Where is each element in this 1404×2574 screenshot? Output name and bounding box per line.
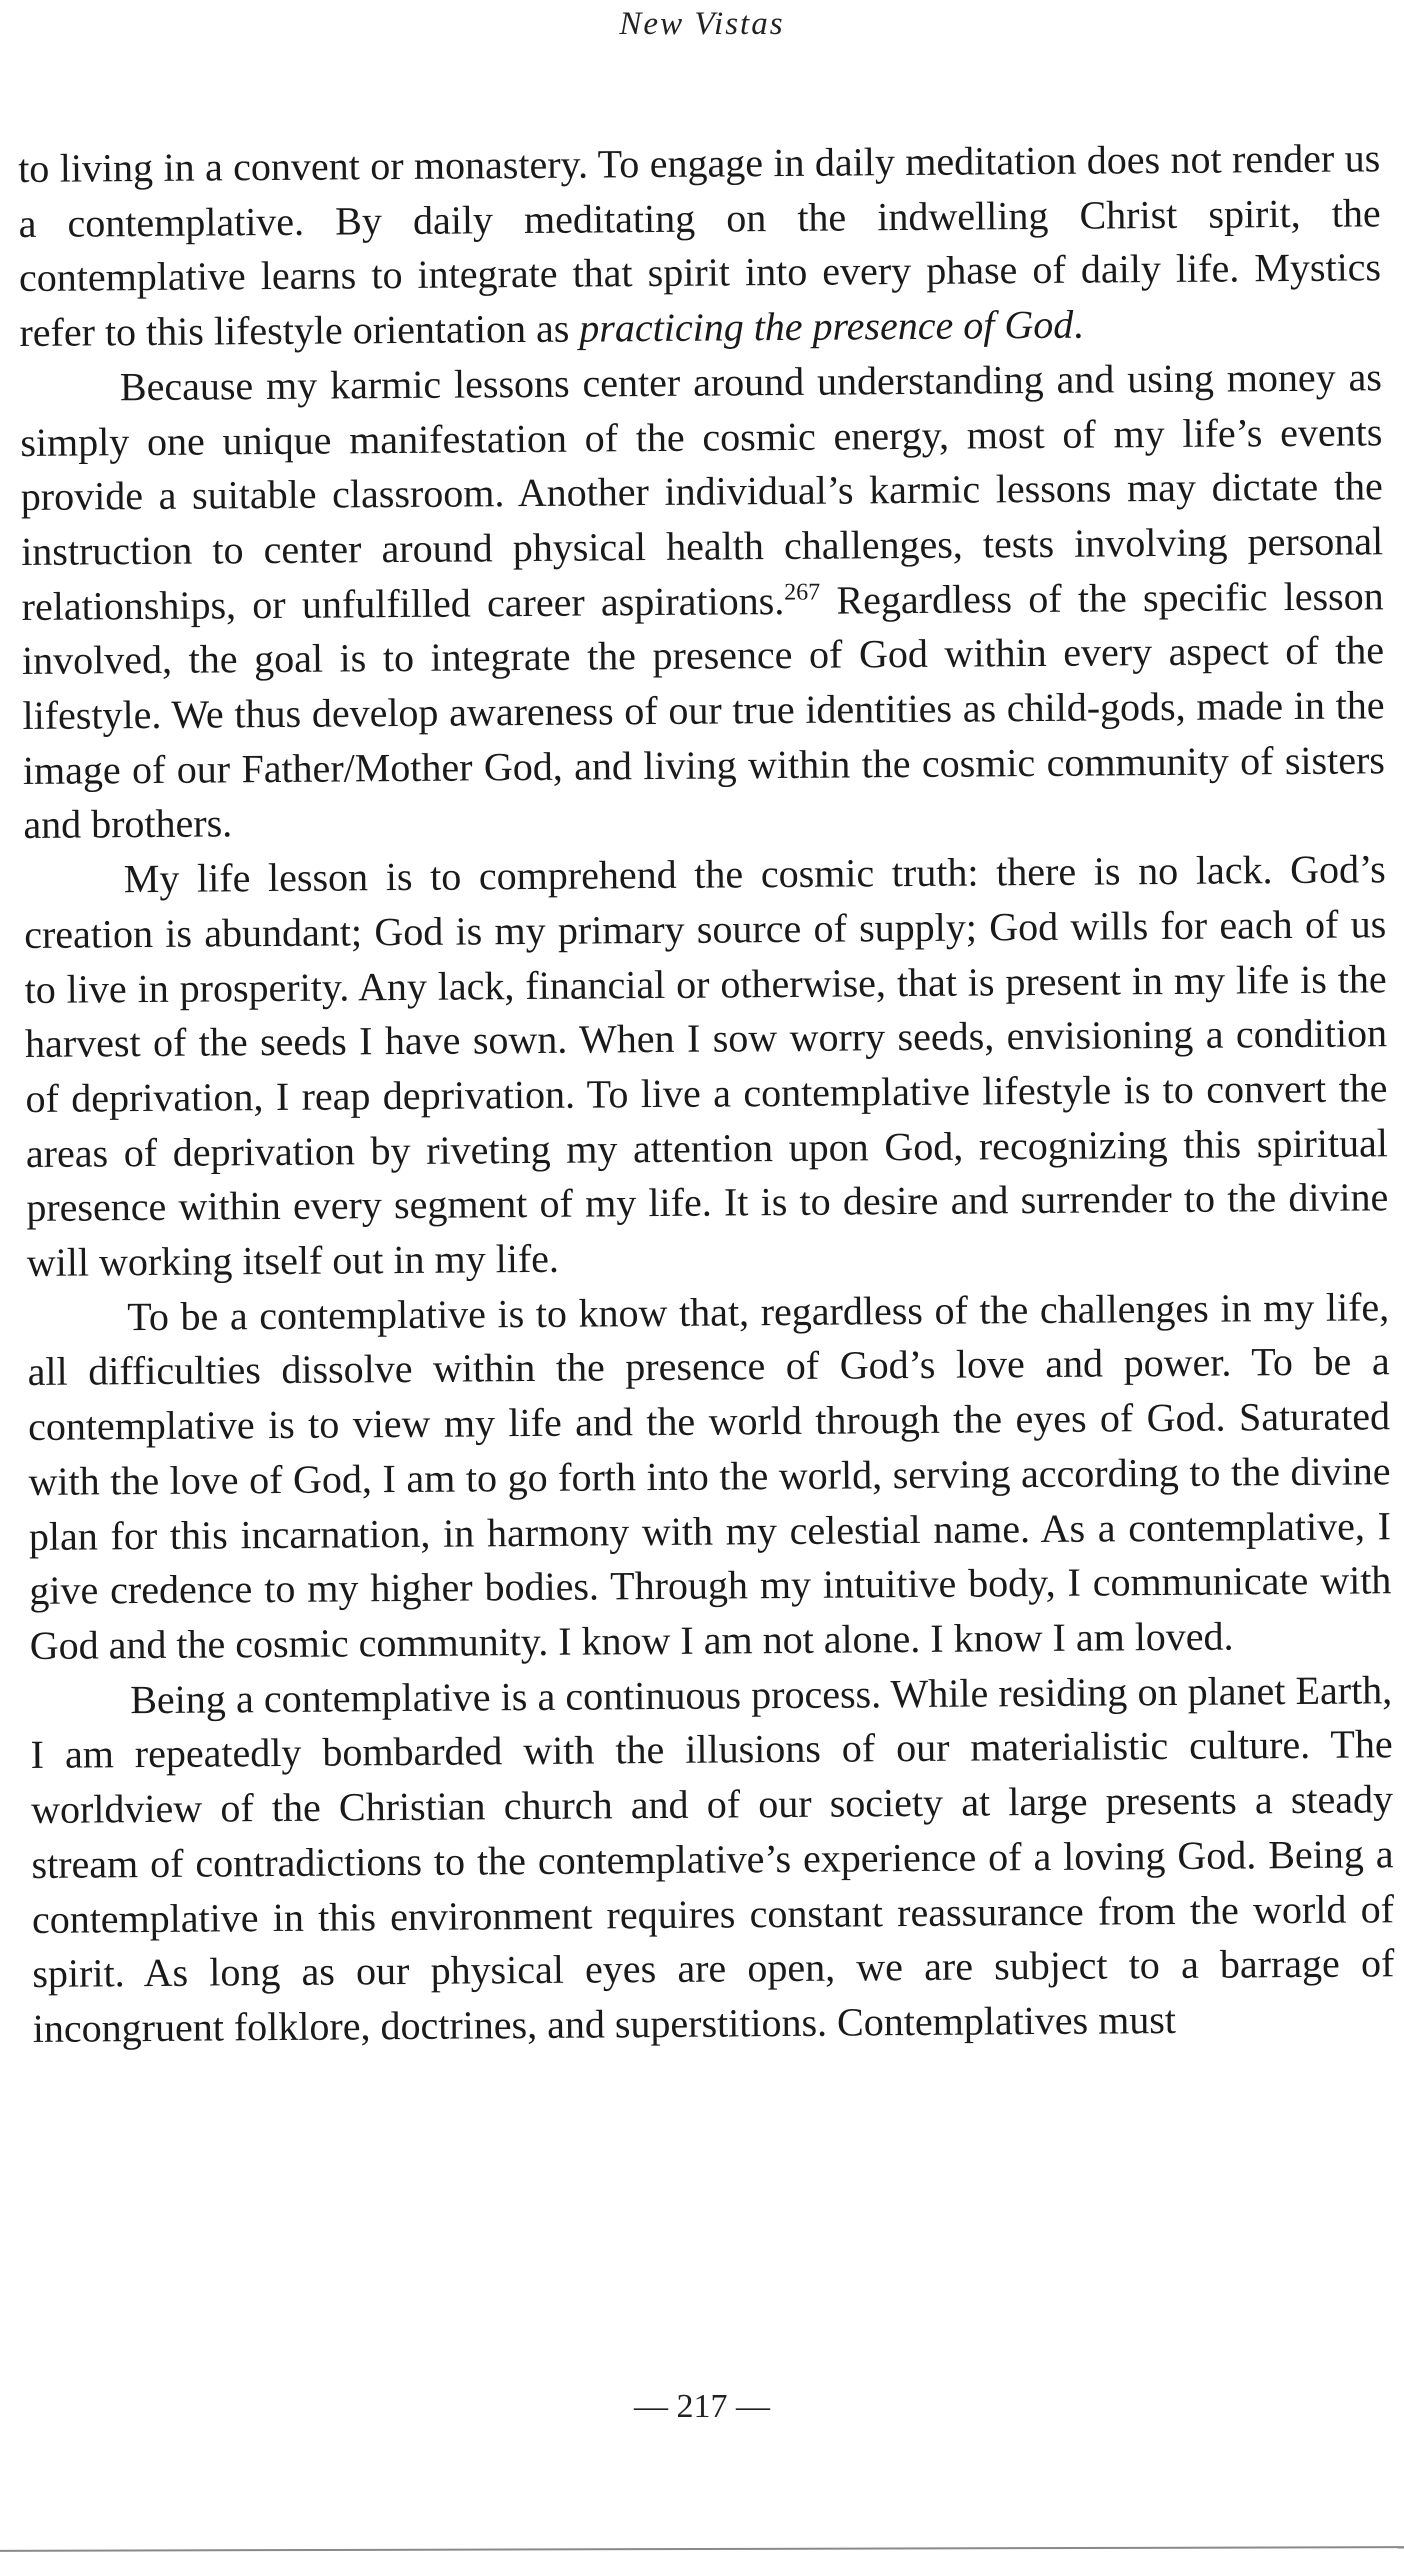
paragraph-1 — [18, 131, 1382, 361]
page-number: — 217 — — [634, 2388, 770, 2425]
footnote-reference[interactable]: 267 — [784, 579, 821, 606]
paragraph-3: My life lesson is to comprehend the cosmic truth: there is no lack. God’s creation is abundant; God is my primary source of supply; God wills for each of us to live in prosperity. Any lack, financial or otherwise, that is present in my life is the harvest of the seeds I have sown. When I sow worry seeds, envisioning a condition of deprivation, I reap deprivation. To live a contemplative lifestyle is to convert the areas of deprivation by riveting my attention upon God, recognizing this spiritual presence within every segment of my life. It is to desire and surrender to the divine will working itself out in my life. — [24, 846, 1389, 1286]
paragraph-1-text: to living in a convent or monastery. To engage in daily meditation does not render us a contemplative. By daily meditating on the indwelling Christ spirit, the contemplative learns to integrate that spirit into every phase of daily life. Mystics refer to this lifestyle orientation as — [18, 135, 1382, 356]
running-head: New Vistas — [619, 6, 785, 42]
scan-edge-line — [0, 2546, 1404, 2552]
paragraph-4: To be a contemplative is to know that, regardless of the challenges in my life, all difficulties dissolve within the presence of God’s love and power. To be a contemplative is to view my life and the world through the eyes of God. Saturated with the love of God, I am to go forth into the world, serving according to the divine plan for this incarnation, in harmony with my celestial name. As a contemplative, I give credence to my higher bodies. Through my intuitive body, I communicate with God and the cosmic community. I know I am not alone. I know I am loved. — [27, 1284, 1392, 1668]
paragraph-5: Being a contemplative is a continuous process. While residing on planet Earth, I am repeatedly bombarded with the illusions of our materialistic culture. The worldview of the Christian church and of our society at large presents a steady stream of contradictions to the contemplative’s experience of a loving God. Being a contemplative in this environment requires constant reassurance from the world of spirit. As long as our physical eyes are open, we are subject to a barrage of incongruent folklore, doctrines, and superstitions. Contemplatives must — [30, 1666, 1395, 2051]
paragraph-2-text-a: Because my karmic lessons center around understanding and using money as simply one unique manifestation of the cosmic energy, most of my life’s events provide a suitable classroom. Another individual’s karmic lessons may dictate the instruction to center around physical health challenges, tests involving personal relationships, or unfulfilled career aspirations. — [20, 354, 1384, 629]
paragraph-1-emphasis: practicing the presence of God — [579, 301, 1074, 351]
paragraph-2-text-b: Regardless of the specific lesson involved, the goal is to integrate the presence of God within every aspect of the lifestyle. We thus develop awareness of our true identities as child-gods, made in the image of our Father/Mother God, and living within the cosmic community of sisters and brothers. — [21, 572, 1386, 848]
paragraph-2 — [20, 350, 1386, 853]
body-text — [18, 131, 1395, 2056]
paragraph-1-tail: . — [1073, 301, 1084, 347]
